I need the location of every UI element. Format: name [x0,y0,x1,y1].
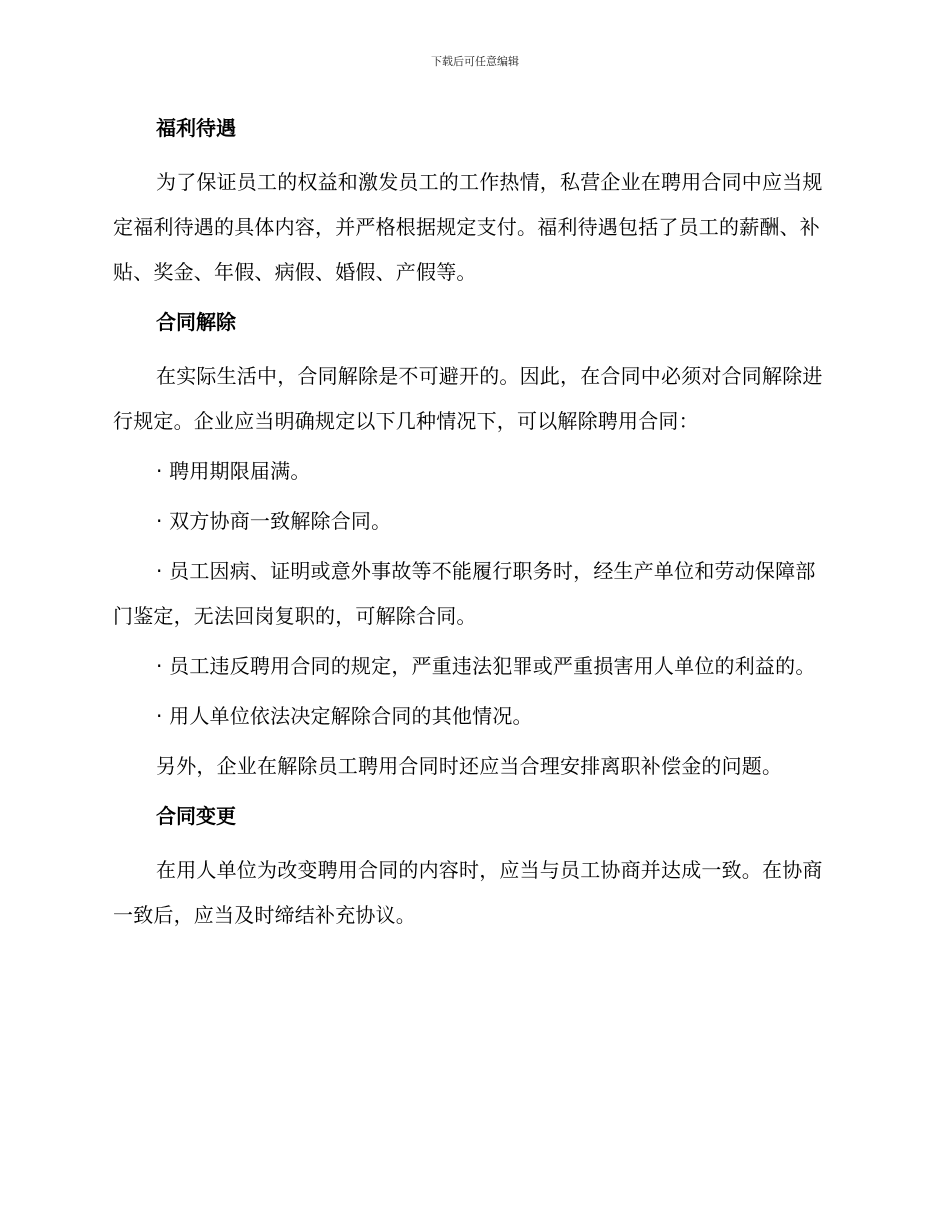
termination-item-1: · 聘用期限届满。 [156,459,311,483]
welfare-paragraph: 为了保证员工的权益和激发员工的工作热情，私营企业在聘用合同中应当规定福利待遇的具体内容，并严格根据规定支付。福利待遇包括了员工的薪酬、补贴、奖金、年假、病假、婚假、产假等。 [113,170,823,284]
page-header-note: 下载后可任意编辑 [431,55,519,68]
section-title-termination: 合同解除 [156,310,236,334]
termination-item-4: · 员工违反聘用合同的规定，严重违法犯罪或严重损害用人单位的利益的。 [156,654,816,678]
section-title-change: 合同变更 [156,804,236,828]
termination-paragraph: 在实际生活中，合同解除是不可避开的。因此，在合同中必须对合同解除进行规定。企业应当明确规定以下几种情况下，可以解除聘用合同： [113,364,823,433]
termination-item-5: · 用人单位依法决定解除合同的其他情况。 [156,704,533,728]
section-title-welfare: 福利待遇 [156,116,236,140]
termination-item-3: · 员工因病、证明或意外事故等不能履行职务时，经生产单位和劳动保障部门鉴定，无法回岗复职的，可解除合同。 [113,559,816,628]
termination-closing-paragraph: 另外，企业在解除员工聘用合同时还应当合理安排离职补偿金的问题。 [156,754,783,778]
change-paragraph: 在用人单位为改变聘用合同的内容时，应当与员工协商并达成一致。在协商一致后，应当及时缔结补充协议。 [113,858,823,927]
document-body [113,112,833,949]
termination-item-2: · 双方协商一致解除合同。 [156,509,392,533]
